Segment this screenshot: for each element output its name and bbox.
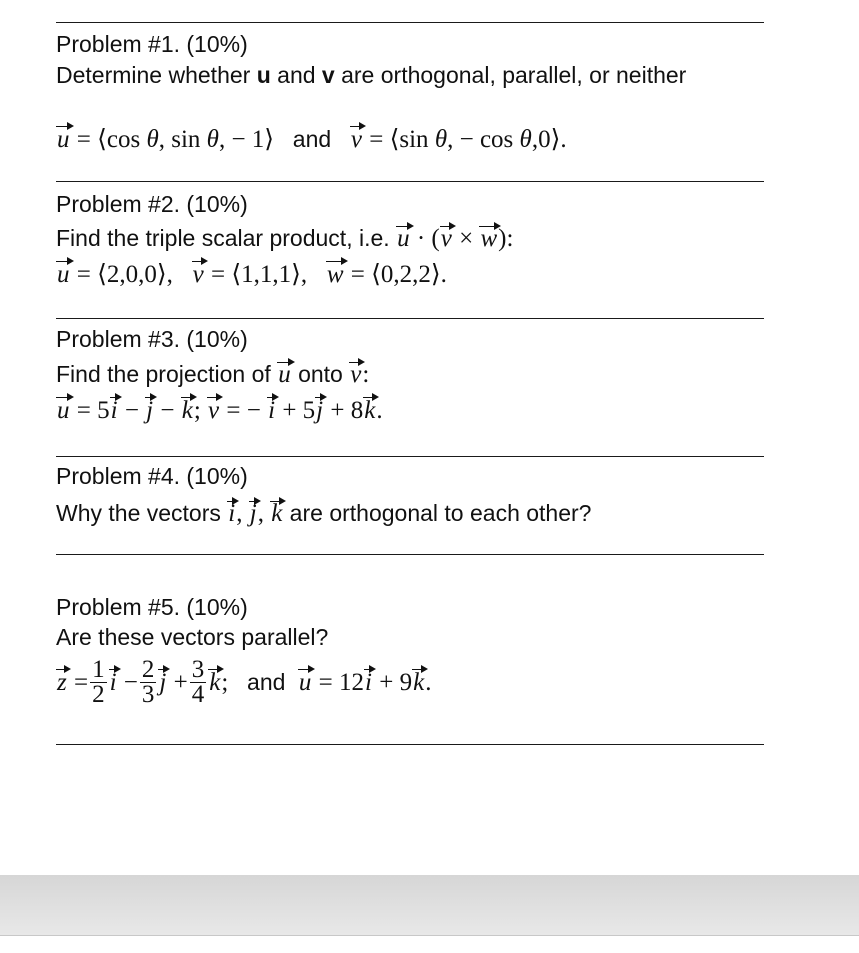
problem-5-statement: Are these vectors parallel?: [56, 624, 329, 650]
problem-3-header: Problem #3. (10%): [56, 326, 248, 352]
fraction: $\frac{1}{2}$: [92, 656, 105, 708]
problem-3-statement: Find the projection of u onto v:: [56, 361, 370, 388]
problem-1-statement: Determine whether u and v are orthogonal, parallel, or neither: [56, 62, 687, 88]
problem-2-header: Problem #2. (10%): [56, 191, 248, 217]
vector-u: u: [397, 225, 410, 252]
vector-v: v: [440, 225, 452, 252]
divider: [56, 22, 764, 23]
divider: [56, 456, 764, 457]
problem-5-equation: z = $\frac{1}{2}$ i − $\frac{2}{3}$ j + $\frac{3}{4}$ k; and u = 12i + 9k.: [57, 656, 432, 708]
fraction: $\frac{2}{3}$: [141, 656, 155, 708]
vector-v: v: [350, 126, 363, 153]
divider: [56, 744, 764, 745]
problem-2-statement: Find the triple scalar product, i.e. u · (v × w):: [56, 225, 514, 252]
divider: [56, 554, 764, 555]
vector-u: u: [57, 126, 70, 153]
problem-5-header: Problem #5. (10%): [56, 594, 248, 620]
problem-1-equation: u = ⟨cos θ, sin θ, − 1⟩ and v = ⟨sin θ, − cos θ,0⟩.: [57, 126, 567, 153]
viewer-toolbar-area: [0, 875, 859, 935]
problem-2-equation: u = ⟨2,0,0⟩, v = ⟨1,1,1⟩, w = ⟨0,2,2⟩.: [57, 261, 447, 288]
bottom-strip: [0, 936, 859, 953]
problem-4-statement: Why the vectors i, j, k are orthogonal to each other?: [56, 500, 592, 527]
problem-3-equation: u = 5i − j − k; v = − i + 5j + 8k.: [57, 397, 383, 424]
problem-1-header: Problem #1. (10%): [56, 31, 248, 57]
divider: [56, 318, 764, 319]
fraction: $\frac{3}{4}$: [191, 656, 205, 708]
vector-w: w: [480, 225, 498, 252]
divider: [56, 181, 764, 182]
problem-4-header: Problem #4. (10%): [56, 463, 248, 489]
